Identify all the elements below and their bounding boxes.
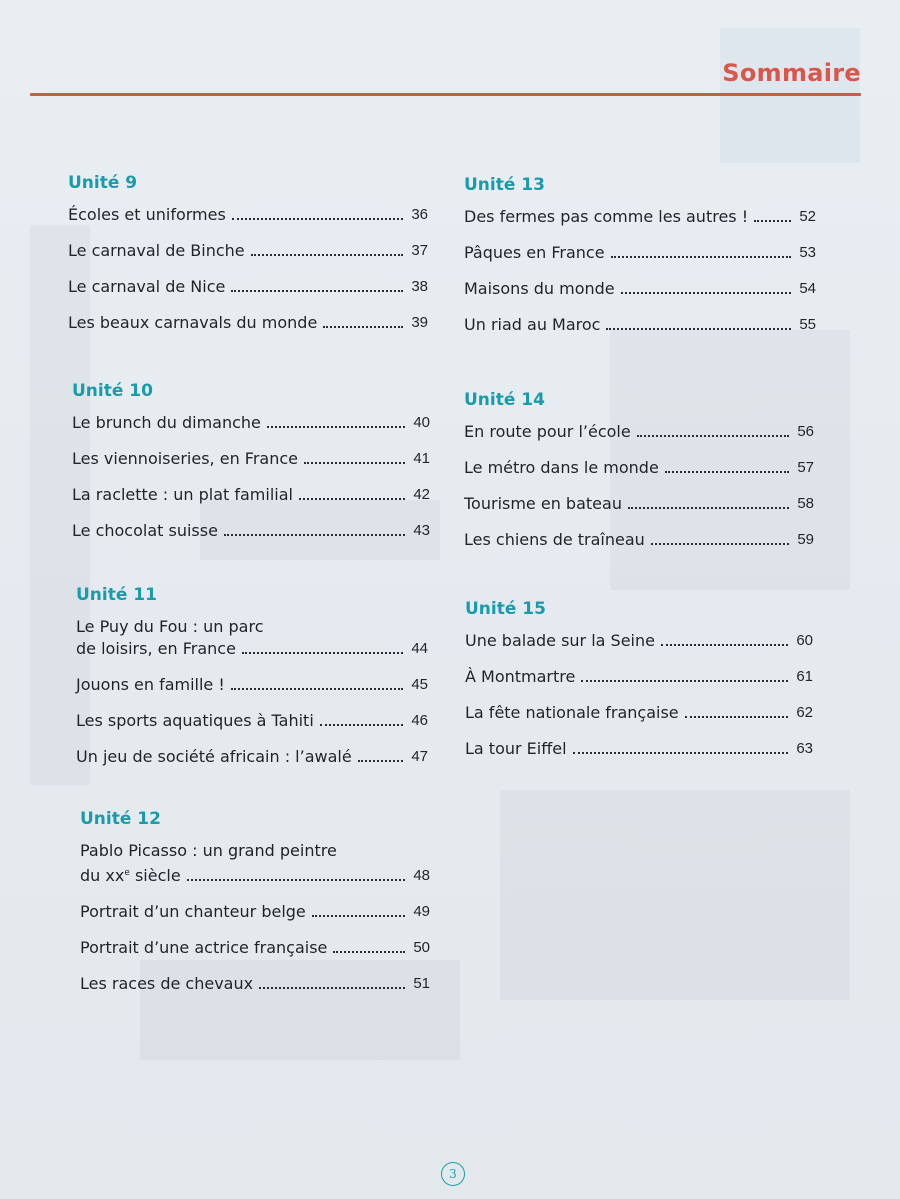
entry-title: La fête nationale française (465, 703, 679, 722)
entry-page: 60 (796, 632, 813, 649)
entry-title-line2: de loisirs, en France (76, 639, 236, 658)
dot-leader (665, 471, 789, 473)
dot-leader (358, 760, 403, 762)
toc-entry[interactable] (464, 314, 816, 336)
entry-title: La raclette : un plat familial (72, 485, 293, 504)
entry-title: À Montmartre (465, 667, 576, 686)
dot-leader (251, 254, 403, 256)
entry-page: 59 (797, 531, 814, 548)
toc-entry[interactable] (72, 520, 430, 542)
toc-entry[interactable] (80, 840, 430, 887)
dot-leader (651, 543, 789, 545)
toc-entry[interactable] (465, 630, 813, 652)
dot-leader (259, 987, 405, 989)
toc-entry[interactable] (464, 278, 816, 300)
dot-leader (312, 915, 405, 917)
dot-leader (621, 292, 791, 294)
dot-leader (333, 951, 405, 953)
page-number-badge: 3 (441, 1162, 465, 1186)
toc-entry[interactable] (76, 674, 428, 696)
dot-leader (267, 426, 405, 428)
dot-leader (299, 498, 405, 500)
entry-title: Le carnaval de Binche (68, 241, 245, 260)
entry-title: Les races de chevaux (80, 974, 254, 993)
entry-page: 57 (797, 459, 814, 476)
entry-page: 47 (411, 748, 428, 765)
dot-leader (242, 652, 403, 654)
unit-12-section (80, 808, 430, 1009)
entry-page: 62 (796, 704, 813, 721)
dot-leader (187, 879, 405, 881)
entry-page: 39 (411, 314, 428, 331)
dot-leader (231, 290, 403, 292)
entry-page: 55 (799, 316, 816, 333)
toc-entry[interactable] (76, 710, 428, 732)
toc-entry[interactable] (80, 937, 430, 959)
entry-title-line1: Pablo Picasso : un grand peintre (80, 841, 337, 860)
dot-leader (231, 688, 403, 690)
entry-page: 54 (799, 280, 816, 297)
unit-10-section (72, 380, 430, 556)
entry-title: La tour Eiffel (465, 739, 567, 758)
entry-title: Un jeu de société africain : l’awalé (76, 747, 352, 766)
entry-page: 61 (796, 668, 813, 685)
entry-title: Jouons en famille ! (76, 675, 225, 694)
entry-title: Le brunch du dimanche (72, 413, 261, 432)
entry-page: 49 (413, 903, 430, 920)
entry-page: 46 (411, 712, 428, 729)
entry-page: 44 (411, 640, 428, 657)
dot-leader (754, 220, 791, 222)
entry-page: 38 (411, 278, 428, 295)
dot-leader (320, 724, 403, 726)
toc-entry[interactable] (76, 746, 428, 768)
toc-entry[interactable] (68, 204, 428, 226)
toc-entry[interactable] (72, 412, 430, 434)
unit-title: Unité 15 (465, 599, 546, 619)
toc-entry[interactable] (464, 242, 816, 264)
toc-entry[interactable] (68, 276, 428, 298)
unit-title: Unité 12 (80, 809, 161, 829)
toc-entry[interactable] (464, 529, 814, 551)
entry-title: En route pour l’école (464, 422, 631, 441)
entry-title: Écoles et uniformes (68, 205, 226, 224)
entry-title: Des fermes pas comme les autres ! (464, 207, 749, 226)
entry-page: 40 (413, 414, 430, 431)
toc-entry[interactable] (68, 312, 428, 334)
page-header (30, 55, 861, 97)
unit-15-section (465, 598, 813, 774)
dot-leader (573, 752, 788, 754)
entry-page: 52 (799, 208, 816, 225)
toc-entry[interactable] (76, 616, 428, 660)
entry-title: Les viennoiseries, en France (72, 449, 298, 468)
entry-title: Tourisme en bateau (464, 494, 622, 513)
page-title: Sommaire (722, 59, 861, 87)
toc-entry[interactable] (72, 448, 430, 470)
entry-page: 50 (413, 939, 430, 956)
unit-11-section (76, 584, 428, 782)
toc-entry[interactable] (68, 240, 428, 262)
entry-title: Le chocolat suisse (72, 521, 218, 540)
entry-title: Une balade sur la Seine (465, 631, 655, 650)
entry-title: Le carnaval de Nice (68, 277, 226, 296)
toc-entry[interactable] (465, 702, 813, 724)
dot-leader (637, 435, 789, 437)
unit-13-section (464, 174, 816, 350)
entry-page: 45 (411, 676, 428, 693)
dot-leader (628, 507, 789, 509)
toc-entry[interactable] (464, 457, 814, 479)
entry-title: Portrait d’un chanteur belge (80, 902, 306, 921)
dot-leader (224, 534, 405, 536)
entry-page: 42 (413, 486, 430, 503)
dot-leader (232, 218, 403, 220)
toc-entry[interactable] (80, 973, 430, 995)
dot-leader (304, 462, 405, 464)
entry-title: Les chiens de traîneau (464, 530, 645, 549)
toc-entry[interactable] (465, 738, 813, 760)
header-divider (30, 93, 861, 96)
unit-title: Unité 10 (72, 381, 153, 401)
entry-title: Maisons du monde (464, 279, 615, 298)
entry-page: 41 (413, 450, 430, 467)
entry-title: Le métro dans le monde (464, 458, 659, 477)
entry-title-line2: du $xx^e$ siècle (80, 866, 181, 885)
unit-9-section (68, 172, 428, 348)
toc-entry[interactable] (72, 484, 430, 506)
entry-page: 36 (411, 206, 428, 223)
entry-title-line1: Le Puy du Fou : un parc (76, 617, 264, 636)
toc-entry[interactable] (465, 666, 813, 688)
dot-leader (661, 644, 788, 646)
entry-page: 48 (413, 867, 430, 884)
dot-leader (611, 256, 791, 258)
dot-leader (685, 716, 788, 718)
unit-title: Unité 11 (76, 585, 157, 605)
entry-page: 37 (411, 242, 428, 259)
entry-title: Un riad au Maroc (464, 315, 601, 334)
entry-title: Pâques en France (464, 243, 605, 262)
dot-leader (323, 326, 403, 328)
toc-entry[interactable] (464, 493, 814, 515)
entry-title: Les beaux carnavals du monde (68, 313, 318, 332)
unit-title: Unité 9 (68, 173, 138, 193)
unit-14-section (464, 389, 814, 565)
toc-entry[interactable] (464, 206, 816, 228)
entry-page: 43 (413, 522, 430, 539)
entry-page: 56 (797, 423, 814, 440)
entry-title: Les sports aquatiques à Tahiti (76, 711, 314, 730)
bleed-photo-bottom-right (500, 790, 850, 1000)
unit-title: Unité 14 (464, 390, 545, 410)
entry-title: Portrait d’une actrice française (80, 938, 328, 957)
dot-leader (581, 680, 788, 682)
entry-page: 51 (413, 975, 430, 992)
entry-page: 58 (797, 495, 814, 512)
unit-title: Unité 13 (464, 175, 545, 195)
toc-entry[interactable] (464, 421, 814, 443)
entry-page: 53 (799, 244, 816, 261)
toc-entry[interactable] (80, 901, 430, 923)
entry-page: 63 (796, 740, 813, 757)
dot-leader (606, 328, 791, 330)
